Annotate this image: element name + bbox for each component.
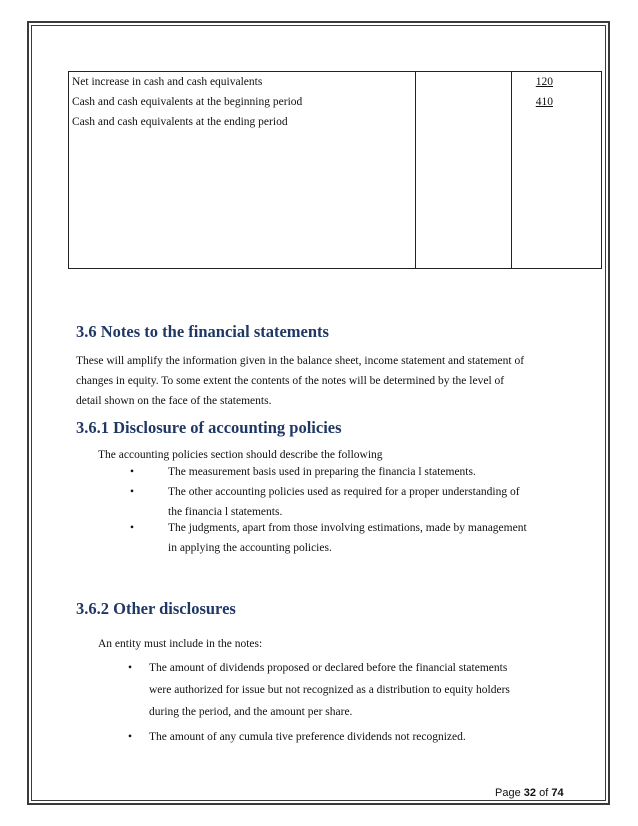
section-heading-3-6-1: 3.6.1 Disclosure of accounting policies bbox=[76, 418, 342, 437]
page-word: Page bbox=[495, 787, 521, 799]
of-word: of bbox=[539, 787, 549, 799]
section-intro: The accounting policies section should describe the following bbox=[98, 449, 383, 461]
section-heading-3-6: 3.6 Notes to the financial statements bbox=[76, 322, 329, 341]
page-number: 32 bbox=[523, 787, 537, 799]
paragraph-line: These will amplify the information given in the balance sheet, income statement and statement of bbox=[76, 355, 525, 367]
bullet-icon: • bbox=[130, 466, 135, 478]
description-cell bbox=[69, 72, 416, 269]
list-item-text: in applying the accounting policies. bbox=[168, 542, 332, 554]
table-row-label: Net increase in cash and cash equivalents bbox=[72, 76, 263, 88]
table-row-label: Cash and cash equivalents at the ending period bbox=[72, 116, 288, 128]
table-row-amount: 410 bbox=[535, 96, 553, 108]
list-item-text: The judgments, apart from those involving estimations, made by management bbox=[168, 522, 527, 534]
bullet-icon: • bbox=[128, 731, 133, 743]
list-item-text: during the period, and the amount per share. bbox=[149, 706, 353, 718]
table-row bbox=[69, 72, 602, 269]
list-item-text: The amount of dividends proposed or declared before the financial statements bbox=[149, 662, 508, 674]
bullet-icon: • bbox=[130, 486, 135, 498]
table-row-amount: 120 bbox=[535, 76, 553, 88]
list-item-text: The other accounting policies used as required for a proper understanding of bbox=[168, 486, 520, 498]
amount-cell bbox=[512, 72, 602, 269]
section-heading-3-6-2: 3.6.2 Other disclosures bbox=[76, 599, 236, 618]
page-footer bbox=[495, 787, 564, 799]
section-intro: An entity must include in the notes: bbox=[98, 638, 263, 650]
list-item-text: the financia l statements. bbox=[168, 506, 283, 518]
paragraph-line: detail shown on the face of the statements. bbox=[76, 395, 272, 407]
bullet-icon: • bbox=[128, 662, 133, 674]
bullet-icon: • bbox=[130, 522, 135, 534]
list-item-text: The amount of any cumula tive preference dividends not recognized. bbox=[149, 731, 466, 743]
list-item-text: were authorized for issue but not recognized as a distribution to equity holders bbox=[149, 684, 510, 696]
paragraph-line: changes in equity. To some extent the contents of the notes will be determined by the level of bbox=[76, 375, 505, 387]
cash-flow-table bbox=[68, 71, 602, 269]
list-item-text: The measurement basis used in preparing the financia l statements. bbox=[168, 466, 476, 478]
empty-column-cell bbox=[416, 72, 512, 269]
table-row-label: Cash and cash equivalents at the beginning period bbox=[72, 96, 303, 108]
total-pages: 74 bbox=[551, 787, 564, 799]
